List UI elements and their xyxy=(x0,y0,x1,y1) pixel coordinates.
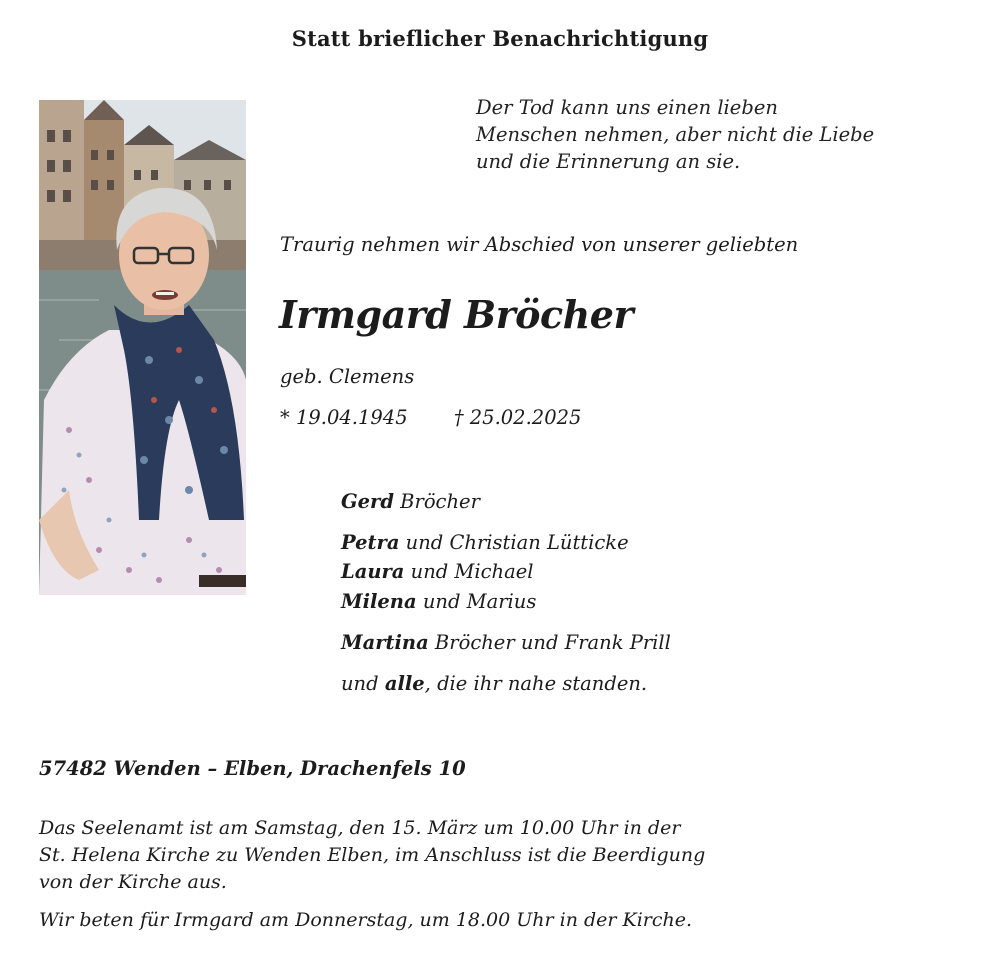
mourner-first-name: Gerd xyxy=(341,490,394,513)
service-notice xyxy=(39,815,705,896)
quote-line: Der Tod kann uns einen lieben xyxy=(476,96,778,119)
portrait-photo-icon xyxy=(39,100,246,595)
deceased-name: Irmgard Bröcher xyxy=(279,292,633,337)
mourner-line xyxy=(341,560,534,583)
closing-post: , die ihr nahe standen. xyxy=(424,672,648,695)
closing-line xyxy=(341,672,647,695)
mourner-first-name: Milena xyxy=(341,590,417,613)
service-line: von der Kirche aus. xyxy=(39,871,227,893)
mourner-first-name: Laura xyxy=(341,560,405,583)
quote-line: und die Erinnerung an sie. xyxy=(476,150,741,173)
mourner-rest: und Marius xyxy=(416,590,537,613)
life-dates xyxy=(280,406,581,429)
mourning-address: 57482 Wenden – Elben, Drachenfels 10 xyxy=(39,757,466,780)
closing-bold: alle xyxy=(384,672,425,695)
service-line: Das Seelenamt ist am Samstag, den 15. März um 10.00 Uhr in der xyxy=(39,817,681,839)
mourner-rest: Bröcher und Frank Prill xyxy=(428,631,671,654)
quote-line: Menschen nehmen, aber nicht die Liebe xyxy=(476,123,875,146)
notice-heading: Statt brieflicher Benachrichtigung xyxy=(291,26,709,51)
birth-name: geb. Clemens xyxy=(280,365,415,388)
portrait-photo xyxy=(39,100,246,595)
mourner-rest: Bröcher xyxy=(393,490,480,513)
mourner-line xyxy=(341,531,629,554)
birth-date: * 19.04.1945 xyxy=(280,406,408,429)
service-line: St. Helena Kirche zu Wenden Elben, im Anschluss ist die Beerdigung xyxy=(39,844,706,866)
mourner-line xyxy=(341,631,671,654)
mourner-rest: und Christian Lütticke xyxy=(399,531,629,554)
mourner-first-name: Martina xyxy=(341,631,429,654)
mourner-first-name: Petra xyxy=(341,531,400,554)
memorial-quote xyxy=(476,94,874,175)
mourner-rest: und Michael xyxy=(404,560,534,583)
mourner-line xyxy=(341,490,480,513)
farewell-intro: Traurig nehmen wir Abschied von unserer geliebten xyxy=(280,233,799,256)
closing-pre: und xyxy=(341,672,385,695)
death-date: † 25.02.2025 xyxy=(453,406,582,429)
prayer-notice: Wir beten für Irmgard am Donnerstag, um 18.00 Uhr in der Kirche. xyxy=(39,909,693,931)
mourner-line xyxy=(341,590,536,613)
